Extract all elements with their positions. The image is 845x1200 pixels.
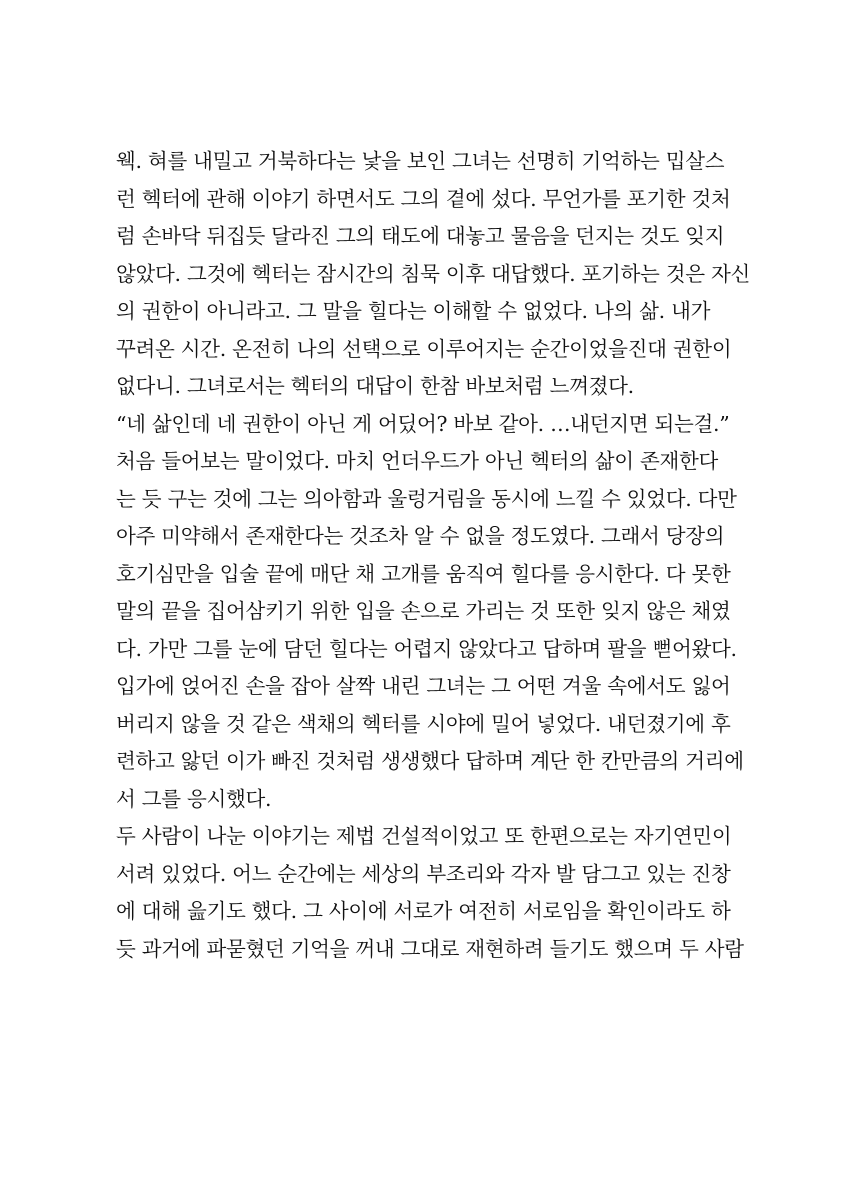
text-line: 처음 들어보는 말이었다. 마치 언더우드가 아닌 헥터의 삶이 존재한다 xyxy=(116,449,719,473)
text-line: 말의 끝을 집어삼키기 위한 입을 손으로 가리는 것 또한 잊지 않은 채였 xyxy=(116,599,731,623)
text-line: 입가에 얹어진 손을 잡아 살짝 내린 그녀는 그 어떤 겨울 속에서도 잃어 xyxy=(116,674,731,698)
text-line: “네 삶인데 네 권한이 아닌 게 어딨어? 바보 같아. …내던지면 되는걸.” xyxy=(116,411,730,436)
text-line: 않았다. 그것에 헥터는 잠시간의 침묵 이후 대답했다. 포기하는 것은 자신 xyxy=(116,261,750,286)
text-line: 꾸려온 시간. 온전히 나의 선택으로 이루어지는 순간이었을진대 권한이 xyxy=(116,336,732,361)
text-line: 없다니. 그녀로서는 헥터의 대답이 한참 바보처럼 느껴졌다. xyxy=(116,374,634,398)
text-line: 에 대해 읊기도 했다. 그 사이에 서로가 여전히 서로임을 확인이라도 하 xyxy=(116,899,731,923)
text-line: 아주 미약해서 존재한다는 것조차 알 수 없을 정도였다. 그래서 당장의 xyxy=(116,524,725,548)
text-line: 련하고 앓던 이가 빠진 것처럼 생생했다 답하며 계단 한 칸만큼의 거리에 xyxy=(116,749,744,773)
text-line: 버리지 않을 것 같은 색채의 헥터를 시야에 밀어 넣었다. 내던졌기에 후 xyxy=(116,711,731,736)
text-line: 서려 있었다. 어느 순간에는 세상의 부조리와 각자 발 담그고 있는 진창 xyxy=(116,861,731,886)
text-line: 의 권한이 아니라고. 그 말을 힐다는 이해할 수 없었다. 나의 삶. 내가 xyxy=(116,299,711,323)
text-line: 다. 가만 그를 눈에 담던 힐다는 어렵지 않았다고 답하며 팔을 뻗어왔다. xyxy=(116,636,737,661)
text-line: 는 듯 구는 것에 그는 의아함과 울렁거림을 동시에 느낄 수 있었다. 다만 xyxy=(116,486,737,511)
text-line: 럼 손바닥 뒤집듯 달라진 그의 태도에 대놓고 물음을 던지는 것도 잊지 xyxy=(116,224,725,248)
text-line: 듯 과거에 파묻혔던 기억을 꺼내 그대로 재현하려 들기도 했으며 두 사람 xyxy=(116,936,744,961)
text-line: 웩. 혀를 내밀고 거북하다는 낯을 보인 그녀는 선명히 기억하는 밉살스 xyxy=(116,149,725,173)
text-line: 서 그를 응시했다. xyxy=(116,786,272,811)
text-line: 두 사람이 나눈 이야기는 제법 건설적이었고 또 한편으로는 자기연민이 xyxy=(116,824,732,848)
text-line: 호기심만을 입술 끝에 매단 채 고개를 움직여 힐다를 응시한다. 다 못한 xyxy=(116,561,731,586)
text-line: 런 헥터에 관해 이야기 하면서도 그의 곁에 섰다. 무언가를 포기한 것처 xyxy=(116,186,731,211)
